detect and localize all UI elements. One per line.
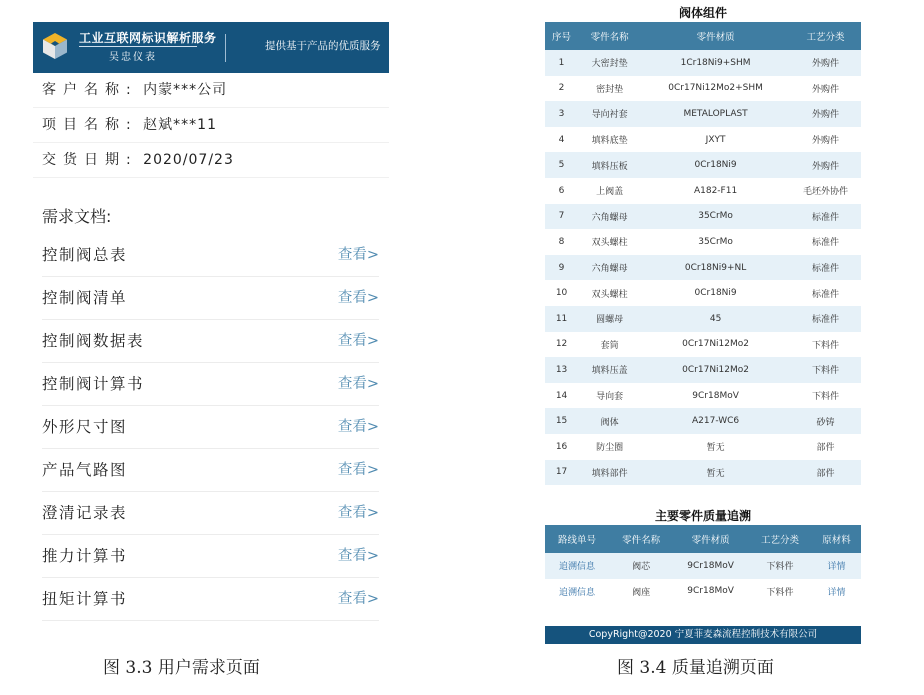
info-value: 内蒙***公司 — [143, 82, 228, 98]
table-row — [545, 383, 861, 409]
doc-name: 控制阀数据表 — [42, 332, 145, 350]
table-cell: 35CrMo — [641, 204, 790, 230]
table-row — [545, 434, 861, 460]
table-cell: 下料件 — [790, 383, 861, 409]
table-cell: 六角螺母 — [578, 255, 641, 281]
table-cell: 6 — [545, 178, 578, 204]
table-cell: 3 — [545, 101, 578, 127]
doc-list-item — [42, 492, 379, 535]
table-row — [545, 178, 861, 204]
table-cell: 砂铸 — [790, 408, 861, 434]
table-cell: 2 — [545, 76, 578, 102]
table-cell: 部件 — [790, 434, 861, 460]
table-cell: 1Cr18Ni9+SHM — [641, 50, 790, 76]
table-cell: 45 — [641, 306, 790, 332]
table-cell: 阀体 — [578, 408, 641, 434]
table-cell: 下料件 — [790, 357, 861, 383]
table-cell: 0Cr17Ni12Mo2+SHM — [641, 76, 790, 102]
table-cell: 六角螺母 — [578, 204, 641, 230]
table-header-row — [545, 525, 861, 553]
table-cell: 14 — [545, 383, 578, 409]
table-row — [545, 76, 861, 102]
column-header: 序号 — [545, 22, 578, 50]
info-customer — [33, 73, 389, 108]
figure-caption-right: 图 3.4 质量追溯页面 — [617, 658, 774, 678]
table-row — [545, 255, 861, 281]
doc-name: 产品气路图 — [42, 461, 128, 479]
table-cell: 阀座 — [609, 579, 673, 605]
table-row — [545, 553, 861, 579]
info-label: 交货日期: — [42, 152, 138, 168]
view-link[interactable]: 查看> — [337, 290, 379, 306]
column-header: 零件名称 — [609, 525, 673, 553]
brand-underline — [79, 46, 197, 47]
doc-list-item — [42, 320, 379, 363]
table-cell: 填料部件 — [578, 460, 641, 486]
column-header: 零件材质 — [641, 22, 790, 50]
table-cell: 13 — [545, 357, 578, 383]
table-row — [545, 579, 861, 605]
table-cell: 圆螺母 — [578, 306, 641, 332]
quality-trace-page — [545, 0, 861, 644]
table-cell: 11 — [545, 306, 578, 332]
table-cell: 8 — [545, 229, 578, 255]
table-cell: 外购件 — [790, 76, 861, 102]
table-cell: 填料压板 — [578, 152, 641, 178]
info-delivery-date — [33, 143, 389, 178]
components-table — [545, 22, 861, 485]
table-cell: 暂无 — [641, 460, 790, 486]
table-cell: 标准件 — [790, 255, 861, 281]
table-cell: 标准件 — [790, 306, 861, 332]
view-link[interactable]: 查看> — [337, 462, 379, 478]
table-link[interactable]: 追溯信息 — [545, 579, 609, 605]
doc-list-item — [42, 234, 379, 277]
view-link[interactable]: 查看> — [337, 548, 379, 564]
table-row — [545, 50, 861, 76]
trace-table — [545, 525, 861, 604]
table-cell: 0Cr17Ni12Mo2 — [641, 332, 790, 358]
components-title: 阀体组件 — [678, 6, 727, 20]
table-row — [545, 101, 861, 127]
table-cell: 1 — [545, 50, 578, 76]
table-cell: 0Cr18Ni9 — [641, 152, 790, 178]
column-header: 零件材质 — [673, 525, 748, 553]
table-cell: 9Cr18MoV — [673, 553, 748, 579]
table-cell: A182-F11 — [641, 178, 790, 204]
table-cell: 标准件 — [790, 204, 861, 230]
table-row — [545, 332, 861, 358]
column-header: 路线单号 — [545, 525, 609, 553]
view-link[interactable]: 查看> — [337, 591, 379, 607]
table-cell: 标准件 — [790, 229, 861, 255]
table-cell: 密封垫 — [578, 76, 641, 102]
table-cell: 外购件 — [790, 101, 861, 127]
table-cell: 下料件 — [790, 332, 861, 358]
table-cell: 部件 — [790, 460, 861, 486]
table-cell: 16 — [545, 434, 578, 460]
table-cell: 导向套 — [578, 383, 641, 409]
table-row — [545, 127, 861, 153]
table-cell: METALOPLAST — [641, 101, 790, 127]
column-header: 原材料 — [812, 525, 861, 553]
docs-section-title: 需求文档: — [42, 207, 112, 226]
table-cell: 10 — [545, 280, 578, 306]
table-cell: 下料件 — [748, 579, 812, 605]
table-row — [545, 204, 861, 230]
table-row — [545, 152, 861, 178]
info-project — [33, 108, 389, 143]
table-cell: 0Cr17Ni12Mo2 — [641, 357, 790, 383]
table-cell: 填料压盖 — [578, 357, 641, 383]
table-cell: 套筒 — [578, 332, 641, 358]
table-cell: 阀芯 — [609, 553, 673, 579]
copyright-footer: CopyRight@2020 宁夏菲麦森流程控制技术有限公司 — [545, 626, 861, 644]
doc-name: 控制阀总表 — [42, 246, 128, 264]
doc-name: 澄清记录表 — [42, 504, 128, 522]
brand-subtitle: 吴忠仪表 — [109, 52, 157, 63]
info-label: 客户名称: — [42, 82, 138, 98]
cube-logo-icon — [42, 32, 68, 60]
column-header: 零件名称 — [578, 22, 641, 50]
table-cell: 7 — [545, 204, 578, 230]
table-cell: 暂无 — [641, 434, 790, 460]
view-link[interactable]: 查看> — [337, 505, 379, 521]
table-row — [545, 460, 861, 486]
table-cell: 17 — [545, 460, 578, 486]
table-cell: 35CrMo — [641, 229, 790, 255]
table-cell: A217-WC6 — [641, 408, 790, 434]
header-divider — [225, 34, 226, 62]
info-value: 赵斌***11 — [143, 117, 217, 133]
table-cell: 外购件 — [790, 152, 861, 178]
doc-name: 外形尺寸图 — [42, 418, 128, 436]
view-link[interactable]: 查看> — [337, 419, 379, 435]
table-link[interactable]: 详情 — [812, 553, 861, 579]
table-cell: 0Cr18Ni9+NL — [641, 255, 790, 281]
doc-name: 控制阀清单 — [42, 289, 128, 307]
doc-list-item — [42, 363, 379, 406]
table-cell: 15 — [545, 408, 578, 434]
header-tagline: 提供基于产品的优质服务 — [265, 40, 381, 52]
table-cell: 外购件 — [790, 50, 861, 76]
table-cell: 9Cr18MoV — [641, 383, 790, 409]
table-cell: 标准件 — [790, 280, 861, 306]
table-link[interactable]: 详情 — [812, 579, 861, 605]
doc-name: 扭矩计算书 — [42, 590, 128, 608]
doc-list-item — [42, 535, 379, 578]
table-cell: 5 — [545, 152, 578, 178]
docs-list — [33, 234, 389, 621]
doc-name: 推力计算书 — [42, 547, 128, 565]
table-row — [545, 280, 861, 306]
info-label: 项目名称: — [42, 117, 138, 133]
doc-list-item — [42, 578, 379, 621]
table-cell: 填料底垫 — [578, 127, 641, 153]
table-cell: 双头螺柱 — [578, 280, 641, 306]
doc-list-item — [42, 406, 379, 449]
table-cell: 0Cr18Ni9 — [641, 280, 790, 306]
info-value: 2020/07/23 — [143, 152, 234, 168]
table-cell: 大密封垫 — [578, 50, 641, 76]
brand-title: 工业互联网标识解析服务 — [79, 31, 217, 45]
table-link[interactable]: 追溯信息 — [545, 553, 609, 579]
table-cell: 双头螺柱 — [578, 229, 641, 255]
table-cell: 导向衬套 — [578, 101, 641, 127]
table-cell: 防尘圈 — [578, 434, 641, 460]
table-cell: 外购件 — [790, 127, 861, 153]
view-link[interactable]: 查看> — [337, 376, 379, 392]
figure-caption-left: 图 3.3 用户需求页面 — [103, 658, 260, 678]
user-requirements-page — [33, 22, 389, 621]
table-cell: 9Cr18MoV — [673, 579, 748, 605]
table-cell: 下料件 — [748, 553, 812, 579]
doc-name: 控制阀计算书 — [42, 375, 145, 393]
table-row — [545, 229, 861, 255]
table-cell: JXYT — [641, 127, 790, 153]
table-row — [545, 306, 861, 332]
table-cell: 上阀盖 — [578, 178, 641, 204]
table-cell: 9 — [545, 255, 578, 281]
column-header: 工艺分类 — [748, 525, 812, 553]
doc-list-item — [42, 449, 379, 492]
doc-list-item — [42, 277, 379, 320]
table-cell: 4 — [545, 127, 578, 153]
trace-title: 主要零件质量追溯 — [654, 509, 751, 524]
column-header: 工艺分类 — [790, 22, 861, 50]
view-link[interactable]: 查看> — [337, 333, 379, 349]
table-row — [545, 357, 861, 383]
table-cell: 12 — [545, 332, 578, 358]
app-header — [33, 22, 389, 73]
table-header-row — [545, 22, 861, 50]
table-row — [545, 408, 861, 434]
table-cell: 毛坯外协件 — [790, 178, 861, 204]
view-link[interactable]: 查看> — [337, 247, 379, 263]
